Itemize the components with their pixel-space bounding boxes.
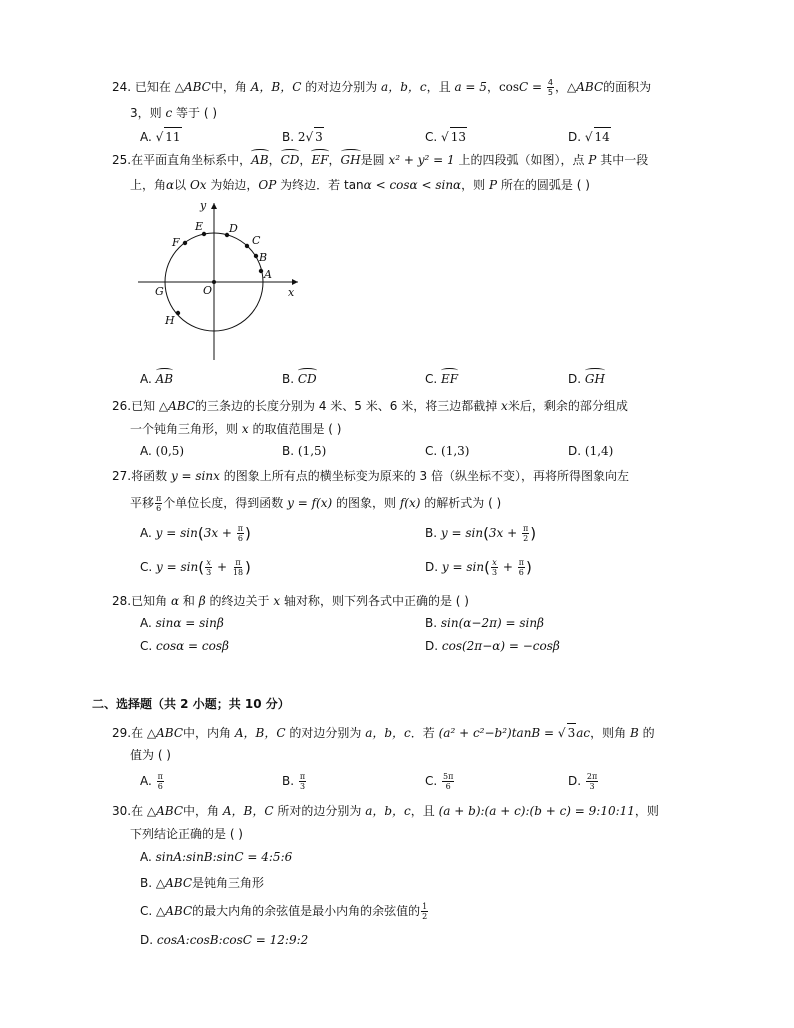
q25-option-a[interactable] <box>140 370 173 388</box>
q24-stem-line2 <box>130 104 217 122</box>
fraction-denominator: 2 <box>523 534 529 543</box>
q29-triangle: ABC <box>156 726 184 740</box>
option-text: (0,5) <box>155 444 185 458</box>
q29-stem-line1: 29.在 △ABC中，内角 A，B，C 的对边分别为 a，b，c．若 (a² + c²−b²)tanB = √ 3ac，则角 B 的 <box>112 723 655 742</box>
option-lhs: y = sin <box>156 560 199 574</box>
q29-number: 29. <box>112 726 132 740</box>
q30-angles: A，B，C <box>222 804 274 818</box>
arc-cd: CD <box>297 372 317 386</box>
q26-triangle: ABC <box>168 399 196 413</box>
option-text: (1,4) <box>584 444 614 458</box>
option-label: D. <box>140 933 154 947</box>
q27-number: 27. <box>112 469 132 483</box>
q29-sides: a，b，c <box>365 726 411 740</box>
option-text: (1,3) <box>441 444 470 458</box>
q28-option-a[interactable] <box>140 614 224 632</box>
q24-triangle: ABC <box>183 80 211 94</box>
q27-text: 的图象上所有点的横坐标变为原来的 3 倍（纵坐标不变），再将所得图象向左 <box>223 469 630 483</box>
q24-option-b[interactable]: B. 2√ 3 <box>282 127 324 146</box>
q26-stem-line1 <box>112 397 628 415</box>
q25-option-b[interactable] <box>282 370 317 388</box>
option-text: 的最大内角的余弦值是最小内角的余弦值的 <box>192 904 421 918</box>
q28-option-c[interactable] <box>140 637 229 655</box>
q29-option-d[interactable] <box>568 772 599 791</box>
label-b: B <box>259 251 268 264</box>
q28-text: 和 <box>182 594 195 608</box>
q24-text: 的对边分别为 <box>305 80 378 94</box>
option-label: B. <box>282 130 295 144</box>
q26-text: 一个钝角三角形，则 <box>130 422 239 436</box>
option-text: sinA:sinB:sinC = 4:5:6 <box>155 850 293 864</box>
option-label: B. <box>282 774 295 788</box>
q24-text: 中，角 <box>210 80 247 94</box>
q25-text: 其中一段 <box>600 153 649 167</box>
q25-option-d[interactable] <box>568 370 605 388</box>
q29-text: 的对边分别为 <box>289 726 362 740</box>
option-label: B. <box>425 526 438 540</box>
arc-cd: CD <box>280 153 300 167</box>
label-e: E <box>195 220 204 233</box>
option-inner: 3x + <box>488 526 522 540</box>
q30-text: 中，角 <box>183 804 220 818</box>
q26-text: 的三条边的长度分别为 4 米、5 米、6 米，将三边都截掉 <box>195 399 498 413</box>
q24-cos: ，cos <box>486 80 520 94</box>
option-label: B. <box>425 616 438 630</box>
option-label: D. <box>568 444 582 458</box>
q28-x: x <box>273 594 281 608</box>
q25-op: OP <box>258 178 277 192</box>
q27-stem-line1 <box>112 467 629 485</box>
q28-text: 已知角 <box>131 594 168 608</box>
option-text: 是钝角三角形 <box>192 876 265 890</box>
option-label: C. <box>140 639 153 653</box>
q25-stem-line2 <box>130 176 590 194</box>
q24-text: ，△ <box>555 80 577 94</box>
q28-number: 28. <box>112 594 132 608</box>
option-inner: 3x + <box>203 526 236 540</box>
q26-option-b[interactable] <box>282 442 326 460</box>
q25-p: P <box>588 153 597 167</box>
arc-gh: GH <box>584 372 605 386</box>
q27-option-b[interactable]: B. y = sin(3x + $\frac{\pi}{2}$ ) <box>425 524 537 543</box>
fraction-denominator: 2 <box>422 912 428 921</box>
q27-option-a[interactable]: A. y = sin(3x + $\frac{\pi}{6}$ ) <box>140 524 251 543</box>
q25-circle-equation: x² + y² = 1 <box>388 153 455 167</box>
q24-option-c[interactable]: C. √ 13 <box>425 127 467 146</box>
label-h: H <box>165 314 175 327</box>
q26-text: 米后，剩余的部分组成 <box>507 399 628 413</box>
q25-text: 是圆 <box>360 153 385 167</box>
option-label: A. <box>140 774 152 788</box>
q24-option-d[interactable]: D. √ 14 <box>568 127 611 146</box>
q26-option-d[interactable] <box>568 442 613 460</box>
q29-option-a[interactable] <box>140 772 165 791</box>
q28-beta: β <box>198 594 206 608</box>
fraction-numerator: π <box>237 524 244 533</box>
option-triangle: ABC <box>165 904 193 918</box>
q28-text: 的终边关于 <box>209 594 270 608</box>
q29-ac: ac <box>576 726 591 740</box>
fraction-numerator: x <box>492 558 497 567</box>
option-text: △ <box>155 876 166 890</box>
q25-stem-line1: 25.在平面直角坐标系中，AB，CD，EF，GH是圆 x² + y² = 1 上的四段弧（如图），点 P 其中一段 <box>112 153 649 167</box>
q25-ox: Ox <box>189 178 207 192</box>
option-label: B. <box>140 876 153 890</box>
fraction-denominator: 3 <box>589 782 595 791</box>
q28-text: 轴对称，则下列各式中正确的是 ( ) <box>283 594 469 608</box>
q25-text: 以 <box>174 178 187 192</box>
section-title: 二、选择题（共 2 小题；共 10 分） <box>92 697 290 711</box>
option-text: sin(α−2π) = sinβ <box>440 616 544 630</box>
option-label: D. <box>568 130 582 144</box>
fraction-denominator: 6 <box>237 534 243 543</box>
unit-circle-figure <box>130 195 310 365</box>
option-plus: + <box>499 560 517 574</box>
q25-option-c[interactable] <box>425 370 458 388</box>
q29-text: 的 <box>642 726 655 740</box>
label-o: O <box>203 284 213 297</box>
q30-text: 在 △ <box>131 804 157 818</box>
option-label: C. <box>425 444 438 458</box>
option-text: sinα = sinβ <box>155 616 224 630</box>
q30-option-c[interactable] <box>140 902 429 921</box>
q24-angles: A，B，C <box>250 80 302 94</box>
q27-text: 个单位长度，得到函数 <box>163 496 284 510</box>
option-plus: + <box>213 560 231 574</box>
fraction-numerator: π <box>518 558 524 567</box>
q24-text: 等于 ( ) <box>176 106 218 120</box>
q25-text: 为始边， <box>210 178 259 192</box>
q24-text: ，且 <box>426 80 451 94</box>
q24-text: 的面积为 <box>603 80 652 94</box>
option-text: cosα = cosβ <box>156 639 229 653</box>
q26-x: x <box>241 422 249 436</box>
q27-text: 平移 <box>130 496 155 510</box>
fraction-numerator: π <box>523 524 529 533</box>
option-label: D. <box>568 372 582 386</box>
point-o <box>212 280 216 284</box>
fraction-numerator: 4 <box>547 78 554 87</box>
q30-option-d[interactable] <box>140 931 308 949</box>
option-text: (1,5) <box>297 444 327 458</box>
q27-stem-line2 <box>130 494 501 513</box>
fraction-denominator: 6 <box>445 782 451 791</box>
fraction-denominator: 18 <box>232 568 244 577</box>
option-label: B. <box>282 372 295 386</box>
option-label: A. <box>140 526 152 540</box>
q27-fx: f(x) <box>399 496 421 510</box>
q30-text: 所对的边分别为 <box>277 804 362 818</box>
q27-option-c[interactable]: C. y = sin( $\frac{x}{3}$ + $\frac{\pi}{18}$ ) <box>140 558 251 577</box>
point-a <box>259 269 263 273</box>
option-text: △ <box>156 904 166 918</box>
q25-text: 为终边．若 tan <box>280 178 364 192</box>
q30-stem-line2: 下列结论正确的是 ( ) <box>130 827 243 841</box>
q25-inequality: α < cosα < sinα <box>363 178 462 192</box>
q29-stem-line2: 值为 ( ) <box>130 748 171 762</box>
q25-text: 上的四段弧（如图），点 <box>458 153 585 167</box>
arc-gh: GH <box>340 153 361 167</box>
q24-text: 已知在 △ <box>134 80 184 94</box>
q24-stem-line1 <box>112 78 651 97</box>
fraction-numerator: π <box>156 494 162 503</box>
option-radicand: 11 <box>164 127 181 146</box>
option-label: C. <box>425 130 438 144</box>
option-label: D. <box>425 639 439 653</box>
option-label: C. <box>425 372 438 386</box>
q27-func2: y = f(x) <box>287 496 333 510</box>
q29-text: ，则角 <box>590 726 627 740</box>
q26-x: x <box>501 399 508 413</box>
q24-option-a[interactable]: A. √ 11 <box>140 127 182 146</box>
fraction-numerator: π <box>299 772 306 781</box>
q27-text: 的解析式为 ( ) <box>424 496 502 510</box>
fraction-numerator: 1 <box>422 902 428 911</box>
option-radicand: 14 <box>594 127 611 146</box>
option-label: C. <box>140 904 153 918</box>
label-f: F <box>172 236 180 249</box>
option-triangle: ABC <box>165 876 192 890</box>
q24-c-var: c <box>165 106 173 120</box>
q24-triangle: ABC <box>576 80 604 94</box>
q26-option-c[interactable] <box>425 442 469 460</box>
q25-text: ，则 <box>461 178 486 192</box>
option-label: B. <box>282 444 295 458</box>
q26-text: 的取值范围是 ( ) <box>252 422 342 436</box>
label-c: C <box>252 234 261 247</box>
q27-text: 的图象，则 <box>336 496 397 510</box>
option-label: A. <box>140 444 152 458</box>
fraction-numerator: 5π <box>443 772 454 781</box>
point-b <box>254 254 258 258</box>
q29-text: ．若 <box>410 726 435 740</box>
arc-ab: AB <box>251 153 269 167</box>
q24-cos-var: C <box>519 80 529 94</box>
q29-b: B <box>629 726 639 740</box>
q25-text: 所在的圆弧是 ( ) <box>500 178 590 192</box>
fraction-numerator: x <box>206 558 211 567</box>
option-label: C. <box>140 560 153 574</box>
q28-option-d[interactable] <box>425 637 560 655</box>
q26-text: 已知 △ <box>131 399 169 413</box>
q29-option-c[interactable] <box>425 772 455 791</box>
q29-angles: A，B，C <box>234 726 286 740</box>
q30-triangle: ABC <box>156 804 184 818</box>
q29-text: 在 △ <box>131 726 157 740</box>
q28-stem <box>112 592 469 610</box>
q24-a-value: a = 5 <box>454 80 487 94</box>
fraction-numerator: 2π <box>586 772 598 781</box>
fraction-denominator: 3 <box>299 782 306 791</box>
option-lhs: y = sin <box>441 560 485 574</box>
option-coef: 2 <box>297 130 306 144</box>
fraction-numerator: π <box>157 772 163 781</box>
q25-alpha: α <box>166 178 175 192</box>
fraction-denominator: 3 <box>206 568 212 577</box>
q26-option-a[interactable] <box>140 442 184 460</box>
label-a: A <box>264 268 272 281</box>
q24-eq: = <box>528 80 546 94</box>
q30-stem-line1 <box>112 802 659 820</box>
q30-text: ，则 <box>634 804 659 818</box>
fraction-denominator: 3 <box>491 568 498 577</box>
q26-number: 26. <box>112 399 132 413</box>
q30-option-b[interactable] <box>140 874 264 892</box>
q24-number: 24. <box>112 80 132 94</box>
q29-radicand: 3 <box>567 723 577 742</box>
q27-option-d[interactable]: D. y = sin( $\frac{x}{3}$ + $\frac{\pi}{6}$ ) <box>425 558 532 577</box>
q24-cos-fraction <box>547 78 554 97</box>
arc-ef: EF <box>441 372 459 386</box>
q25-text: 在平面直角坐标系中， <box>131 153 252 167</box>
q28-alpha: α <box>170 594 180 608</box>
q27-func1: y = sinx <box>170 469 220 483</box>
option-lhs: y = sin <box>155 526 198 540</box>
q30-sides: a，b，c <box>365 804 411 818</box>
q24-text: 3，则 <box>130 106 162 120</box>
q25-number: 25. <box>112 153 132 167</box>
arc-ab: AB <box>155 372 174 386</box>
fraction-denominator: 6 <box>156 504 162 513</box>
point-f <box>183 241 187 245</box>
point-c <box>245 244 249 248</box>
option-label: A. <box>140 850 152 864</box>
q29-text: 中，内角 <box>183 726 232 740</box>
arc-ef: EF <box>311 153 329 167</box>
q29-expression: (a² + c²−b²)tanB = <box>438 726 558 740</box>
label-y: y <box>200 199 207 212</box>
q30-ratio: (a + b):(a + c):(b + c) = 9:10:11 <box>438 804 635 818</box>
option-text: cos(2π−α) = −cosβ <box>441 639 560 653</box>
option-label: D. <box>568 774 582 788</box>
q30-number: 30. <box>112 804 132 818</box>
q30-text: ，且 <box>410 804 435 818</box>
q28-option-b[interactable] <box>425 614 544 632</box>
q27-text: 将函数 <box>131 469 168 483</box>
q30-option-a[interactable] <box>140 848 292 866</box>
fraction-numerator: π <box>235 558 241 567</box>
option-label: D. <box>425 560 439 574</box>
option-label: A. <box>140 130 152 144</box>
point-h <box>176 311 180 315</box>
q26-stem-line2 <box>130 420 341 438</box>
option-label: A. <box>140 372 152 386</box>
q24-sides: a，b，c <box>381 80 427 94</box>
option-label: A. <box>140 616 152 630</box>
option-label: C. <box>425 774 438 788</box>
fraction-denominator: 5 <box>547 88 554 97</box>
fraction-denominator: 6 <box>518 568 524 577</box>
q25-text: 上，角 <box>130 178 167 192</box>
label-d: D <box>229 222 238 235</box>
option-text: cosA:cosB:cosC = 12:9:2 <box>156 933 309 947</box>
label-x: x <box>288 286 295 299</box>
label-g: G <box>155 285 164 298</box>
option-radicand: 13 <box>450 127 467 146</box>
q25-p: P <box>489 178 498 192</box>
fraction-denominator: 6 <box>157 782 163 791</box>
q27-shift-fraction <box>155 494 162 513</box>
option-lhs: y = sin <box>440 526 484 540</box>
q29-option-b[interactable] <box>282 772 307 791</box>
option-radicand: 3 <box>314 127 324 146</box>
